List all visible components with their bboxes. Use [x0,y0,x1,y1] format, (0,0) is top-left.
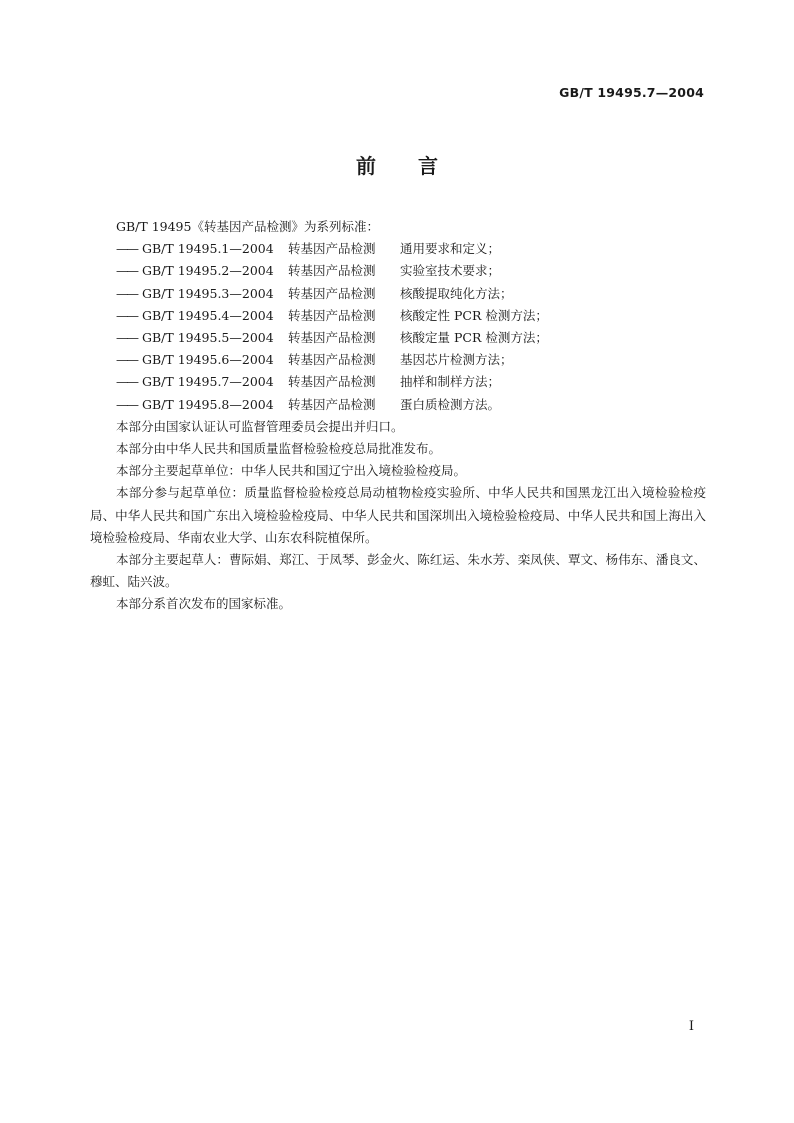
foreword-body [90,216,706,616]
paragraph-approved-by: 本部分由中华人民共和国质量监督检验检疫总局批准发布。 [116,441,442,457]
standard-code: GB/T 19495.3—2004 [142,285,274,301]
series-list [90,238,706,416]
part-title: 抽样和制样方法； [400,374,501,390]
list-dash: —— [116,241,137,257]
part-title: 通用要求和定义； [400,241,501,257]
series-subject: 转基因产品检测 [288,396,376,412]
paragraph-main-drafters: 本部分主要起草人：曹际娟、郑江、于凤琴、彭金火、陈红运、朱水芳、栾凤侠、覃文、杨伟东、潘良文、穆虹、陆兴波。 [90,552,706,590]
series-subject: 转基因产品检测 [288,263,376,279]
series-subject: 转基因产品检测 [288,330,376,346]
series-item [90,283,706,305]
series-item [90,349,706,371]
paragraph-first-release: 本部分系首次发布的国家标准。 [116,596,292,612]
paragraph-proposed-by: 本部分由国家认证认可监督管理委员会提出并归口。 [116,418,404,434]
paragraph-main-drafting-unit: 本部分主要起草单位：中华人民共和国辽宁出入境检验检疫局。 [116,463,467,479]
standard-code: GB/T 19495.8—2004 [142,396,274,412]
series-intro: GB/T 19495《转基因产品检测》为系列标准： [116,219,379,234]
series-item [90,305,706,327]
part-title: 核酸定性 PCR 检测方法； [400,307,548,323]
list-dash: —— [116,374,137,390]
paragraph-participating-units: 本部分参与起草单位：质量监督检验检疫总局动植物检疫实验所、中华人民共和国黑龙江出入境检验检疫局、中华人民共和国广东出入境检验检疫局、中华人民共和国深圳出入境检验检疫局、中华人民共和国上海出入境检验检疫局、华南农业大学、山东农科院植保所。 [90,485,706,545]
series-subject: 转基因产品检测 [288,285,376,301]
list-dash: —— [116,263,137,279]
series-item [90,394,706,416]
part-title: 核酸定量 PCR 检测方法； [400,330,548,346]
list-dash: —— [116,396,137,412]
page-title [0,150,794,179]
standard-code: GB/T 19495.7—2004 [142,374,274,390]
page-number: I [688,1019,694,1034]
standard-code: GB/T 19495.1—2004 [142,241,274,257]
series-item [90,327,706,349]
series-item [90,371,706,393]
part-title: 基因芯片检测方法； [400,352,513,368]
list-dash: —— [116,330,137,346]
series-subject: 转基因产品检测 [288,241,376,257]
standard-code: GB/T 19495.2—2004 [142,263,274,279]
list-dash: —— [116,285,137,301]
list-dash: —— [116,352,137,368]
standard-code: GB/T 19495.5—2004 [142,330,274,346]
series-subject: 转基因产品检测 [288,307,376,323]
standard-code: GB/T 19495.6—2004 [142,352,274,368]
series-subject: 转基因产品检测 [288,352,376,368]
part-title: 核酸提取纯化方法； [400,285,513,301]
standard-code: GB/T 19495.4—2004 [142,307,274,323]
series-subject: 转基因产品检测 [288,374,376,390]
part-title: 蛋白质检测方法。 [400,396,501,412]
list-dash: —— [116,307,137,323]
title-char-1: 前 [356,154,376,178]
series-item [90,238,706,260]
series-item [90,260,706,282]
part-title: 实验室技术要求； [400,263,501,279]
standard-number: GB/T 19495.7—2004 [559,85,704,100]
title-char-2: 言 [418,154,438,178]
